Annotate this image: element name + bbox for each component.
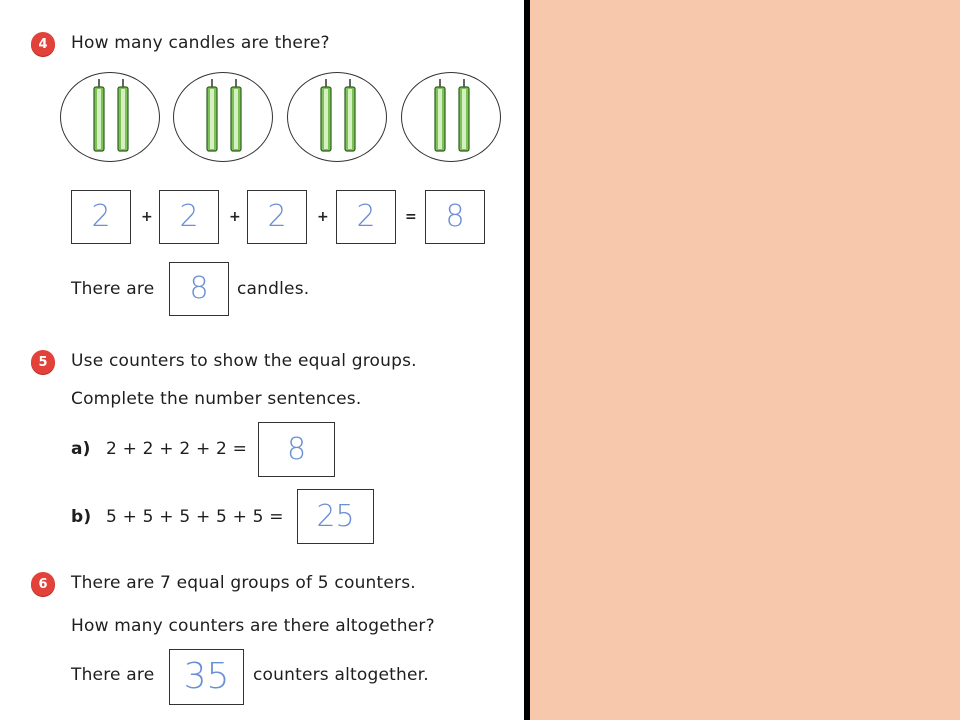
candles-answer-box[interactable] xyxy=(169,262,229,316)
question-5-line-1: Use counters to show the equal groups. xyxy=(71,351,417,371)
part-a-answer-box[interactable] xyxy=(258,422,335,477)
addend-value-1: 2 xyxy=(91,199,111,234)
part-b-expression: 5 + 5 + 5 + 5 + 5 = xyxy=(106,507,284,527)
counters-sentence-start: There are xyxy=(71,665,155,685)
question-4-text: How many candles are there? xyxy=(71,33,330,53)
question-6-badge: 6 xyxy=(31,572,55,596)
candle-group-3 xyxy=(287,72,387,162)
plus-sign: + xyxy=(317,209,329,225)
question-6-line-1: There are 7 equal groups of 5 counters. xyxy=(71,573,416,593)
addend-box-1[interactable] xyxy=(71,190,131,244)
counters-answer-box[interactable] xyxy=(169,649,244,705)
total-value: 8 xyxy=(445,199,465,234)
addend-value-2: 2 xyxy=(179,199,199,234)
candles-sentence-start: There are xyxy=(71,279,155,299)
addend-box-3[interactable] xyxy=(247,190,307,244)
question-6-line-2: How many counters are there altogether? xyxy=(71,616,435,636)
counters-answer-value: 35 xyxy=(183,656,230,697)
addend-box-2[interactable] xyxy=(159,190,219,244)
candles-icon xyxy=(288,73,388,163)
plus-sign: + xyxy=(141,209,153,225)
part-a-answer-value: 8 xyxy=(286,431,307,467)
candle-group-1 xyxy=(60,72,160,162)
question-5-badge: 5 xyxy=(31,350,55,374)
candle-group-4 xyxy=(401,72,501,162)
addend-value-3: 2 xyxy=(267,199,287,234)
candles-answer-value: 8 xyxy=(189,271,209,306)
candle-group-2 xyxy=(173,72,273,162)
total-box[interactable] xyxy=(425,190,485,244)
part-a-expression: 2 + 2 + 2 + 2 = xyxy=(106,439,248,459)
question-4-badge: 4 xyxy=(31,32,55,56)
plus-sign: + xyxy=(229,209,241,225)
part-a-label: a) xyxy=(71,439,91,459)
question-5-line-2: Complete the number sentences. xyxy=(71,389,362,409)
side-panel xyxy=(530,0,960,720)
candles-icon xyxy=(174,73,274,163)
equals-sign: = xyxy=(405,209,417,225)
part-b-label: b) xyxy=(71,507,92,527)
candles-icon xyxy=(61,73,161,163)
addend-value-4: 2 xyxy=(356,199,376,234)
part-b-answer-box[interactable] xyxy=(297,489,374,544)
addend-box-4[interactable] xyxy=(336,190,396,244)
part-b-answer-value: 25 xyxy=(316,498,355,534)
candles-icon xyxy=(402,73,502,163)
counters-sentence-end: counters altogether. xyxy=(253,665,429,685)
candles-sentence-end: candles. xyxy=(237,279,310,299)
